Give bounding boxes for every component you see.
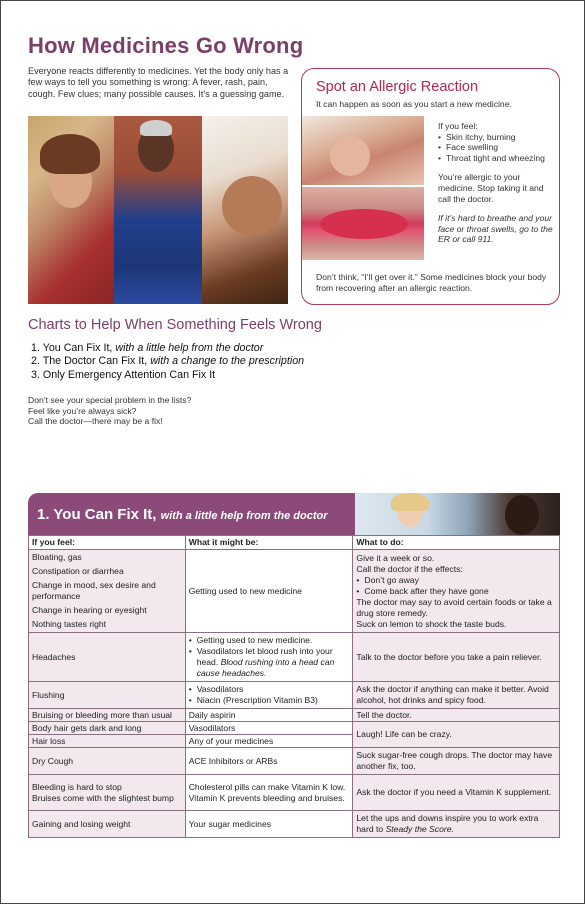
might-cell: Vasodilators: [185, 722, 353, 735]
feel-cell: Bruising or bleeding more than usual: [29, 709, 186, 722]
column-header: What to do:: [353, 536, 560, 550]
table-row: [29, 748, 560, 775]
might-cell: Cholesterol pills can make Vitamin K low. Vitamin K prevents bleeding and bruises.: [185, 775, 353, 811]
allergy-advice: You’re allergic to your medicine. Stop taking it and call the doctor.: [438, 172, 544, 204]
feel-cell: Flushing: [29, 682, 186, 709]
might-cell: Daily aspirin: [185, 709, 353, 722]
might-cell: Any of your medicines: [185, 735, 353, 748]
allergy-symptom: • Skin itchy, burning: [438, 132, 553, 143]
allergy-if-you-feel: If you feel:: [438, 121, 478, 131]
table-row: [29, 709, 560, 722]
fix-it-title: 1. You Can Fix It, with a little help from the doctor: [37, 506, 328, 523]
special-problem-note: Don’t see your special problem in the lists? Feel like you’re always sick? Call the doctor—there may be a fix!: [28, 395, 192, 426]
feel-cell: Bloating, gas Constipation or diarrhea Change in mood, sex desire and performance Change in hearing or eyesight Nothing tastes right: [29, 550, 186, 633]
might-cell: • Getting used to new medicine. • Vasodilators let blood rush into your head. Blood rushing into a head can cause headaches.: [185, 633, 353, 682]
fix-it-banner: [28, 493, 560, 535]
feel-cell: Bleeding is hard to stop Bruises come with the slightest bump: [29, 775, 186, 811]
might-cell: Your sugar medicines: [185, 811, 353, 838]
chart-list-item: 1. You Can Fix It, with a little help from the doctor: [31, 342, 264, 354]
allergy-callout: [301, 68, 560, 305]
might-cell: Getting used to new medicine: [185, 550, 353, 633]
table-row: [29, 775, 560, 811]
headache-woman-photo: [28, 116, 114, 304]
knee-pain-photo: [202, 116, 288, 304]
do-cell: Give it a week or so. Call the doctor if the effects: • Don’t go away • Come back after they have gone The doctor may say to avoid certain foods or take a drug store remedy. Suck on lemon to shock the taste buds.: [353, 550, 560, 633]
feel-cell: Headaches: [29, 633, 186, 682]
allergy-symptom: • Face swelling: [438, 142, 553, 153]
might-cell: ACE Inhibitors or ARBs: [185, 748, 353, 775]
feel-cell: Dry Cough: [29, 748, 186, 775]
table-row: [29, 722, 560, 735]
page-title: How Medicines Go Wrong: [28, 33, 304, 58]
do-cell: Suck sugar-free cough drops. The doctor may have another fix, too.: [353, 748, 560, 775]
might-cell: • Vasodilators • Niacin (Prescription Vitamin B3): [185, 682, 353, 709]
table-row: [29, 682, 560, 709]
coughing-man-photo: [114, 116, 202, 304]
column-header: If you feel:: [29, 536, 186, 550]
do-cell: Laugh! Life can be crazy.: [353, 722, 560, 748]
column-header: What it might be:: [185, 536, 353, 550]
do-cell: Let the ups and downs inspire you to work extra hard to Steady the Score.: [353, 811, 560, 838]
chart-list-item: 3. Only Emergency Attention Can Fix It: [31, 368, 216, 381]
allergy-bottom-text: Don’t think, “I’ll get over it.” Some medicines block your body from recovering after an allergic reaction.: [316, 272, 547, 293]
charts-title: Charts to Help When Something Feels Wrong: [28, 317, 322, 333]
allergy-symptom: • Throat tight and wheezing: [438, 153, 553, 164]
photo-strip: [28, 116, 288, 304]
doctor-patient-photo: [355, 493, 560, 535]
allergy-details: [438, 121, 553, 245]
feel-cell: Body hair gets dark and long: [29, 722, 186, 735]
fix-it-table: [28, 535, 560, 838]
table-row: [29, 550, 560, 633]
chart-list-item: 2. The Doctor Can Fix It, with a change to the prescription: [31, 355, 305, 368]
feel-cell: Gaining and losing weight: [29, 811, 186, 838]
allergy-title: Spot an Allergic Reaction: [316, 79, 479, 95]
intro-text: Everyone reacts differently to medicines. Yet the body only has a few ways to tell you something is wrong: A fever, rash, pain, cough. Few clues; many possible causes. It’s a guessing game.: [28, 66, 289, 99]
feel-cell: Hair loss: [29, 735, 186, 748]
table-row: [29, 811, 560, 838]
do-cell: Tell the doctor.: [353, 709, 560, 722]
charts-list: [31, 342, 304, 382]
allergy-subtitle: It can happen as soon as you start a new medicine.: [316, 99, 512, 109]
do-cell: Ask the doctor if anything can make it better. Avoid alcohol, hot drinks and spicy food.: [353, 682, 560, 709]
do-cell: Ask the doctor if you need a Vitamin K supplement.: [353, 775, 560, 811]
allergy-emergency: If it’s hard to breathe and your face or throat swells, go to the ER or call 911.: [438, 213, 553, 245]
table-row: [29, 633, 560, 682]
allergy-symptom-list: [438, 132, 553, 164]
do-cell: Talk to the doctor before you take a pain reliever.: [353, 633, 560, 682]
swollen-lips-photo: [302, 187, 424, 260]
itchy-face-photo: [302, 116, 424, 185]
table-header-row: [29, 536, 560, 550]
